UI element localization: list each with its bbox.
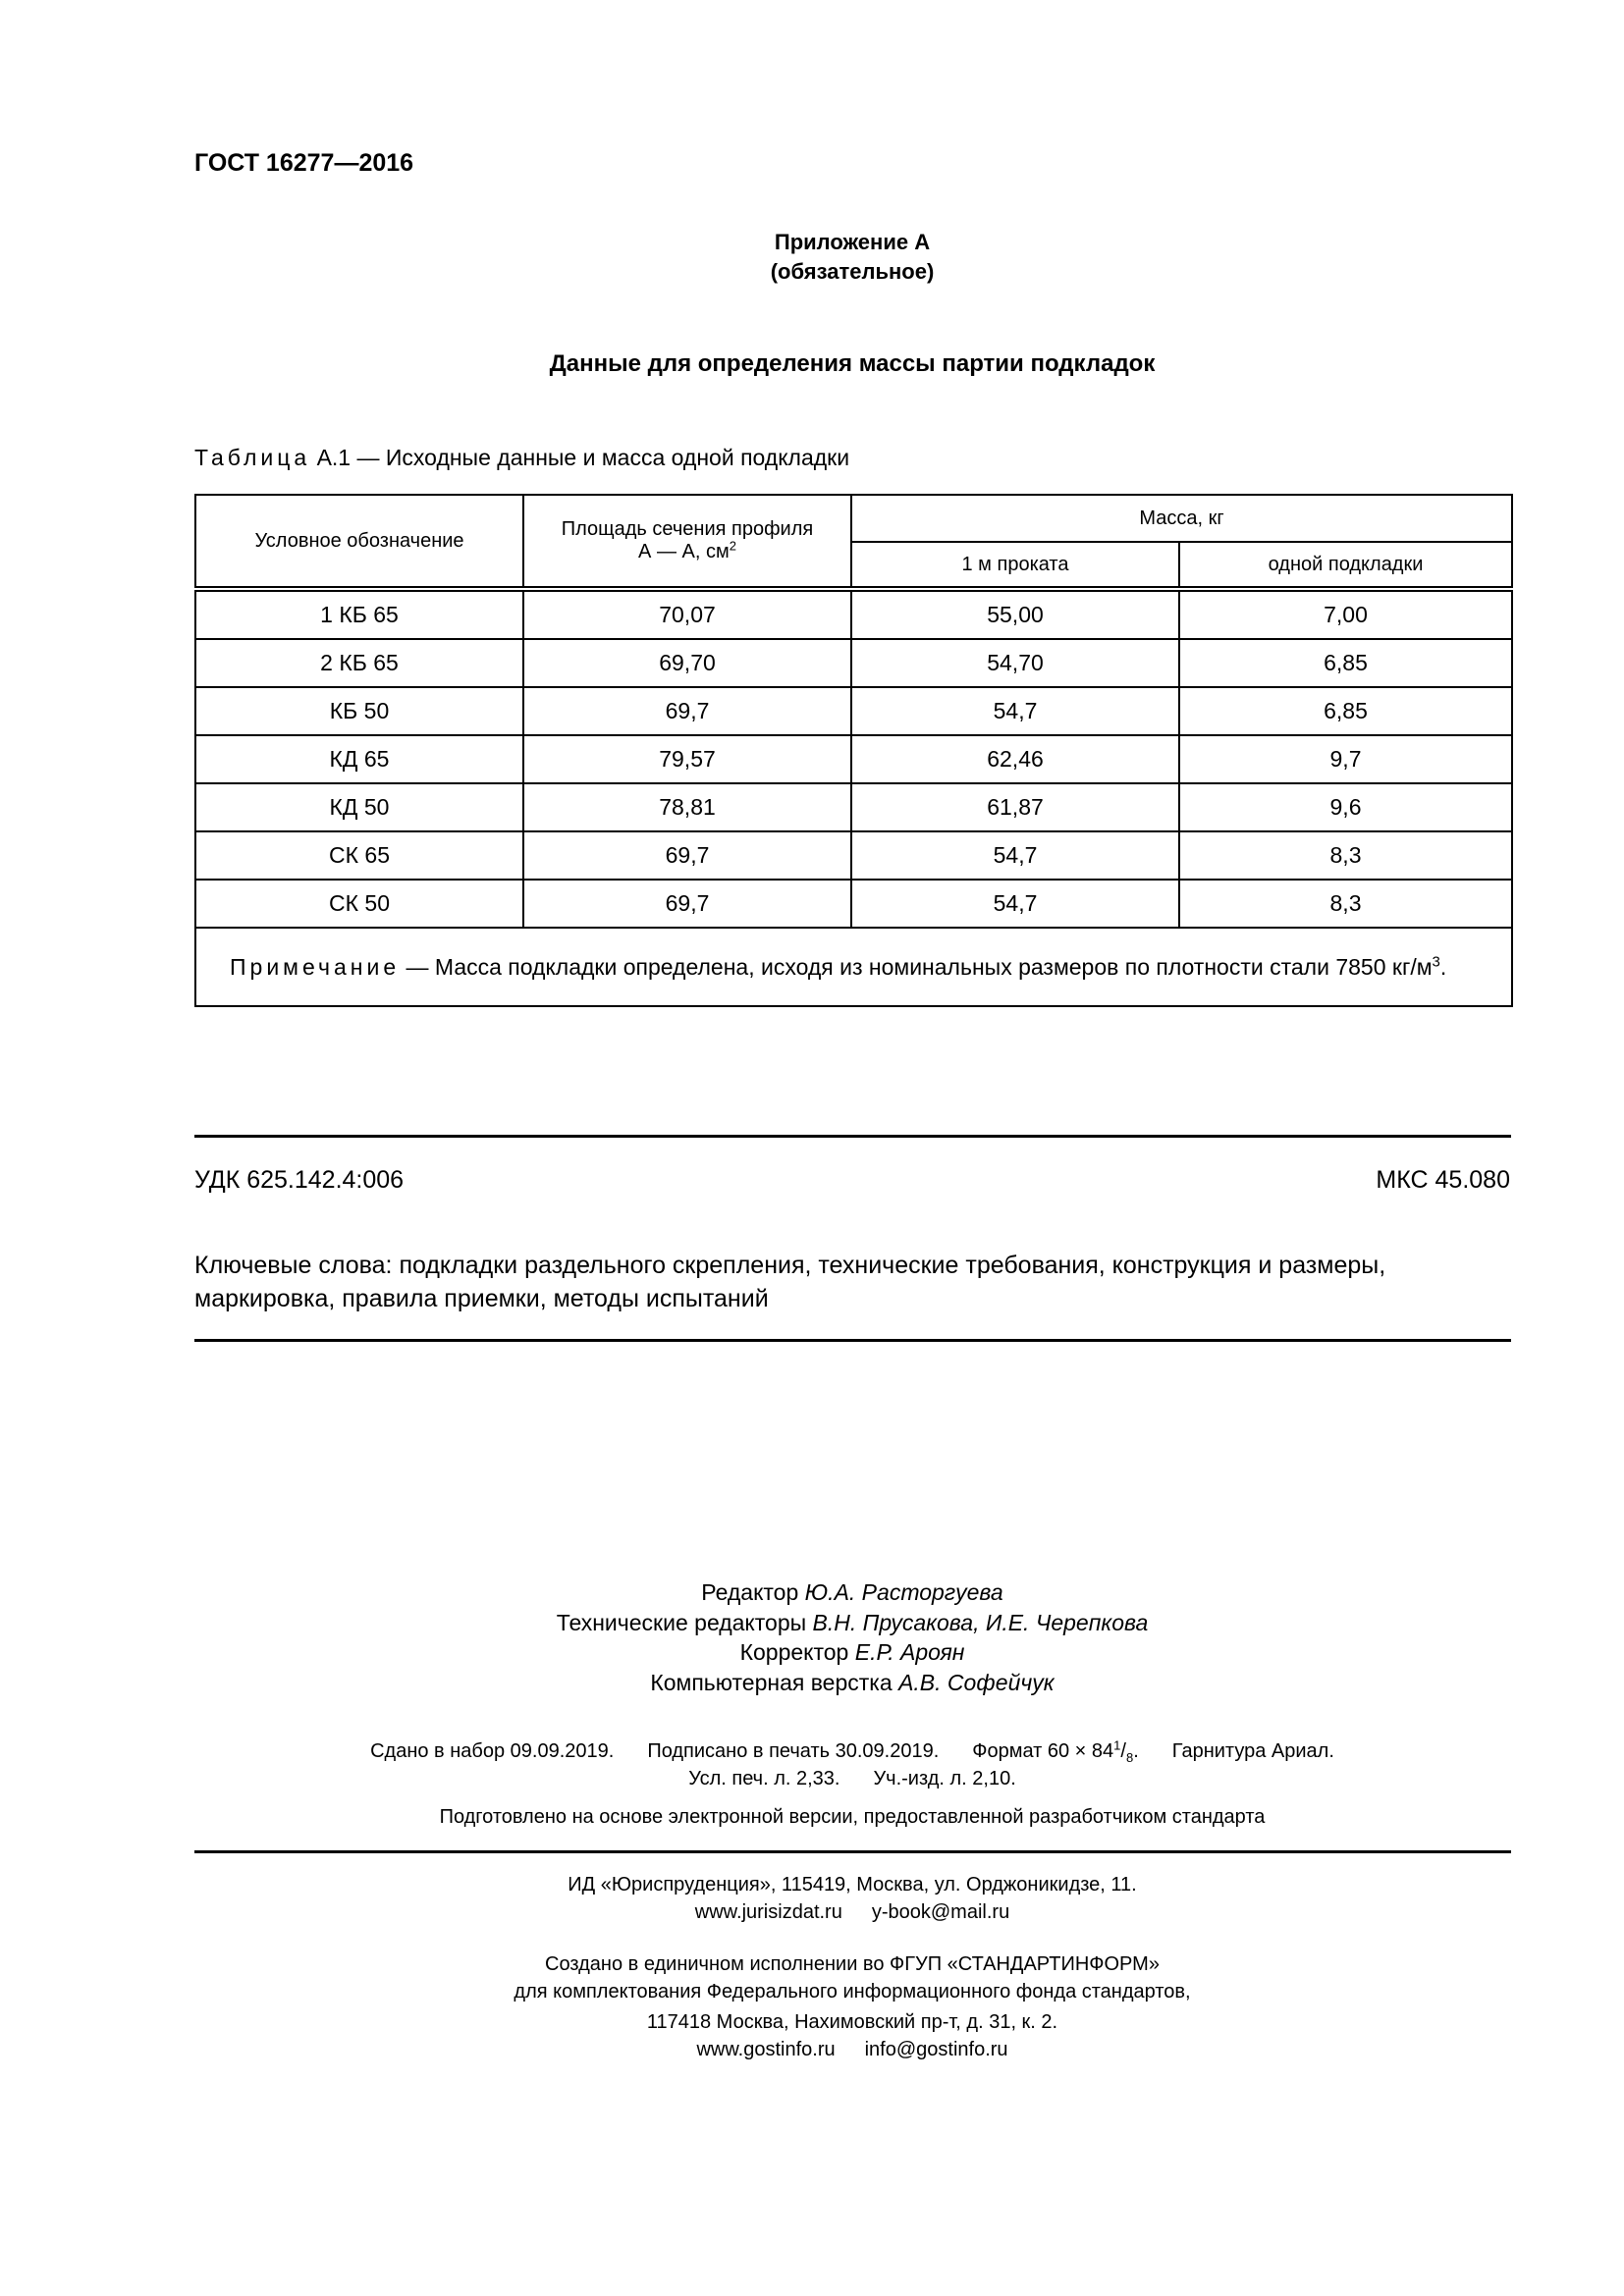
table-row (195, 687, 1512, 735)
table-row (195, 589, 1512, 639)
credit-name: А.В. Софейчук (898, 1669, 1055, 1695)
publisher-email[interactable]: y-book@mail.ru (871, 1901, 1010, 1923)
table-note-row (195, 928, 1512, 1006)
header-mass-per-piece: одной подкладки (1179, 542, 1512, 589)
appendix-title: Данные для определения массы партии подкладок (549, 350, 1156, 377)
table-caption-label: Таблица (194, 445, 311, 470)
appendix-heading (194, 228, 1510, 287)
imprint-line2 (194, 1765, 1510, 1792)
table-note (195, 928, 1512, 1006)
imprint-typeface: Гарнитура Ариал. (1171, 1740, 1334, 1762)
credit-role: Редактор (701, 1579, 805, 1605)
imprint (194, 1737, 1510, 1792)
cell-mass-per-meter: 54,7 (851, 687, 1179, 735)
credit-role: Технические редакторы (556, 1609, 813, 1635)
keywords: Ключевые слова: подкладки раздельного скрепления, технические требования, конструкция и размеры, маркировка, правила приемки, методы испытаний (194, 1252, 1386, 1312)
cell-mass-per-piece: 8,3 (1179, 831, 1512, 880)
credit-name: Ю.А. Расторгуева (804, 1579, 1003, 1605)
cell-mass-per-piece: 9,7 (1179, 735, 1512, 783)
cell-designation: СК 50 (195, 880, 523, 928)
imprint-print-sheets: Усл. печ. л. 2,33. (688, 1768, 840, 1789)
cell-mass-per-piece: 6,85 (1179, 687, 1512, 735)
cell-mass-per-meter: 54,7 (851, 831, 1179, 880)
credit-editor (194, 1577, 1510, 1608)
table-caption (194, 445, 849, 471)
cell-area: 69,7 (523, 831, 851, 880)
fund-links (194, 2036, 1510, 2063)
note-text: — Масса подкладки определена, исходя из номинальных размеров по плотности стали 7850 кг/м (400, 954, 1433, 980)
fund-line1: Создано в единичном исполнении во ФГУП «СТАНДАРТИНФОРМ» (545, 1953, 1160, 1975)
credit-name: Е.Р. Ароян (854, 1639, 965, 1665)
cell-mass-per-meter: 55,00 (851, 589, 1179, 639)
cell-mass-per-meter: 54,70 (851, 639, 1179, 687)
cell-designation: 1 КБ 65 (195, 589, 523, 639)
cell-area: 79,57 (523, 735, 851, 783)
note-sup: 3 (1432, 953, 1440, 971)
imprint-submitted: Сдано в набор 09.09.2019. (370, 1740, 615, 1762)
appendix-status: (обязательное) (770, 259, 935, 284)
cell-designation: КБ 50 (195, 687, 523, 735)
publisher-contacts (194, 1898, 1510, 1926)
cell-mass-per-piece: 6,85 (1179, 639, 1512, 687)
mass-data-table (194, 494, 1513, 1007)
cell-area: 69,7 (523, 880, 851, 928)
table-row (195, 831, 1512, 880)
cell-mass-per-meter: 62,46 (851, 735, 1179, 783)
prepared-note: Подготовлено на основе электронной версии, предоставленной разработчиком стандарта (439, 1806, 1266, 1828)
cell-designation: КД 65 (195, 735, 523, 783)
imprint-format: Формат $60 \times 84^1/_8$. (972, 1737, 1139, 1765)
publisher-address: ИД «Юриспруденция», 115419, Москва, ул. Орджоникидзе, 11. (568, 1874, 1137, 1896)
mks-code: МКС 45.080 (1376, 1166, 1510, 1194)
appendix-label: Приложение А (774, 230, 931, 254)
udk-code: УДК 625.142.4:006 (194, 1166, 405, 1194)
fund-email[interactable]: info@gostinfo.ru (864, 2039, 1008, 2060)
table-row (195, 880, 1512, 928)
credit-corrector (194, 1637, 1510, 1668)
fund-address: 117418 Москва, Нахимовский пр-т, д. 31, к. 2. (646, 2011, 1058, 2033)
fund-info (194, 1950, 1510, 2005)
imprint-signed: Подписано в печать 30.09.2019. (647, 1740, 940, 1762)
credits (194, 1577, 1510, 1697)
imprint-line1 (194, 1737, 1510, 1765)
note-end: . (1439, 954, 1447, 980)
cell-area: 70,07 (523, 589, 851, 639)
credit-tech-editors (194, 1608, 1510, 1638)
header-area (523, 495, 851, 589)
cell-area: 69,70 (523, 639, 851, 687)
cell-mass-per-piece: 8,3 (1179, 880, 1512, 928)
header-mass-per-meter: 1 м проката (851, 542, 1179, 589)
fund-website[interactable]: www.gostinfo.ru (696, 2039, 836, 2060)
credit-role: Компьютерная верстка (650, 1669, 899, 1695)
cell-area: 78,81 (523, 783, 851, 831)
header-area-sup: 2 (729, 538, 736, 554)
divider-publisher (194, 1850, 1511, 1853)
header-area-line1: Площадь сечения профиля (561, 518, 814, 540)
cell-mass-per-meter: 61,87 (851, 783, 1179, 831)
table-row (195, 639, 1512, 687)
cell-designation: СК 65 (195, 831, 523, 880)
fund-contacts (194, 2008, 1510, 2063)
cell-mass-per-piece: 9,6 (1179, 783, 1512, 831)
cell-designation: 2 КБ 65 (195, 639, 523, 687)
credit-layout (194, 1668, 1510, 1698)
cell-mass-per-piece: 7,00 (1179, 589, 1512, 639)
credit-role: Корректор (739, 1639, 855, 1665)
publisher-info (194, 1871, 1510, 1926)
divider-bottom (194, 1339, 1511, 1342)
table-row (195, 735, 1512, 783)
header-designation: Условное обозначение (195, 495, 523, 589)
note-label: Примечание (230, 954, 401, 980)
fund-line2: для комплектования Федерального информационного фонда стандартов, (514, 1981, 1191, 2002)
imprint-publ-sheets: Уч.-изд. л. 2,10. (873, 1768, 1016, 1789)
header-area-line2: А — А, см (638, 541, 730, 562)
divider-top (194, 1135, 1511, 1138)
standard-code: ГОСТ 16277—2016 (194, 149, 414, 177)
cell-mass-per-meter: 54,7 (851, 880, 1179, 928)
cell-area: 69,7 (523, 687, 851, 735)
cell-designation: КД 50 (195, 783, 523, 831)
credit-name: В.Н. Прусакова, И.Е. Черепкова (812, 1609, 1149, 1635)
header-mass-group: Масса, кг (851, 495, 1512, 542)
publisher-website[interactable]: www.jurisizdat.ru (694, 1901, 842, 1923)
table-caption-text: А.1 — Исходные данные и масса одной подкладки (316, 445, 850, 470)
table-row (195, 783, 1512, 831)
